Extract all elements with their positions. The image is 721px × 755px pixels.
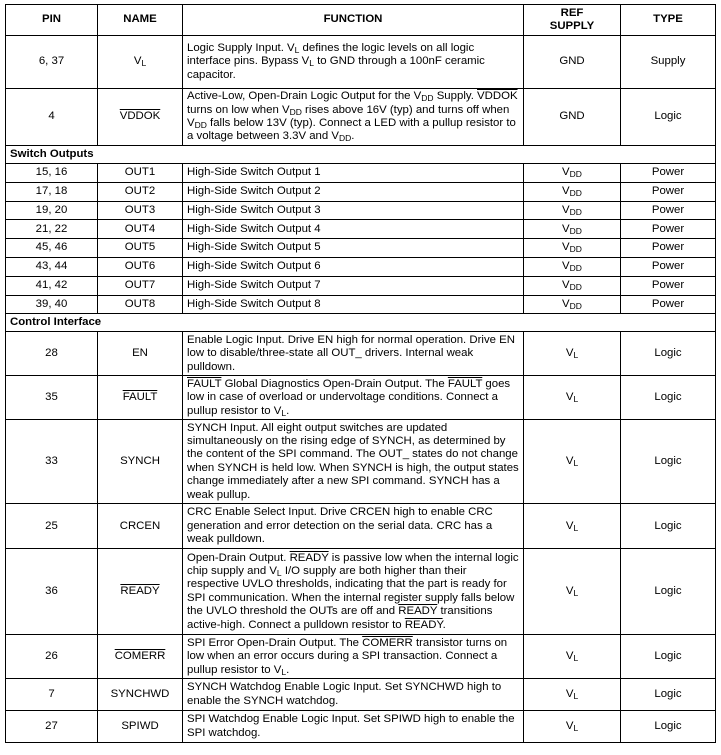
function-cell: SYNCH Input. All eight output switches are updated simultaneously on the rising edge of SYNCH, as determined by the content of the SPI command. The OUT_ states do not change when SYNCH is held low. When SYNCH is high, the output states change immediately after a new SPI command. SYNCH has a weak pullup. — [183, 420, 524, 504]
text: Active-Low, Open-Drain Logic Output for the V — [187, 90, 422, 103]
ref-cell — [524, 257, 621, 276]
ref-cell — [524, 201, 621, 220]
type-cell: Power — [621, 239, 716, 258]
ref-cell — [524, 679, 621, 711]
switch-outputs-body — [6, 164, 716, 314]
name-cell: OUT3 — [98, 201, 183, 220]
pin-cell: 17, 18 — [6, 182, 98, 201]
name-cell: OUT8 — [98, 295, 183, 314]
function-cell: CRC Enable Select Input. Drive CRCEN high to enable CRC generation and error detection on the serial data. CRC has a weak pulldown. — [183, 504, 524, 549]
header-ref-supply — [524, 5, 621, 36]
type-cell: Power — [621, 182, 716, 201]
function-cell: High-Side Switch Output 6 — [183, 257, 524, 276]
table-row-comerr — [6, 635, 716, 679]
ref-subscript: L — [573, 723, 579, 734]
name-base: V — [133, 55, 142, 68]
table-row — [6, 257, 716, 276]
type-cell: Logic — [621, 332, 716, 376]
subscript: L — [281, 666, 287, 677]
function-cell: SYNCH Watchdog Enable Logic Input. Set SYNCHWD high to enable the SYNCH watchdog. — [183, 679, 524, 711]
pin-cell: 36 — [6, 549, 98, 635]
name-cell — [98, 376, 183, 420]
name-cell: CRCEN — [98, 504, 183, 549]
ref-cell — [524, 332, 621, 376]
function-cell — [183, 376, 524, 420]
subscript: L — [276, 568, 282, 579]
table-row — [6, 220, 716, 239]
function-cell — [183, 549, 524, 635]
name-cell: OUT7 — [98, 276, 183, 295]
table-row-synch — [6, 420, 716, 504]
subscript: DD — [194, 120, 207, 130]
table-row — [6, 276, 716, 295]
table-header-row — [6, 5, 716, 36]
name-cell: EN — [98, 332, 183, 376]
ref-subscript: DD — [569, 169, 582, 180]
ref-subscript: L — [573, 653, 579, 664]
ref-base: V — [565, 391, 574, 404]
ref-cell — [524, 635, 621, 679]
text: Open-Drain Output. — [187, 551, 290, 564]
table-row-en — [6, 332, 716, 376]
function-cell: High-Side Switch Output 2 — [183, 182, 524, 201]
table-row — [6, 239, 716, 258]
name-cell: OUT6 — [98, 257, 183, 276]
ref-cell — [524, 182, 621, 201]
name-overlined: COMERR — [114, 650, 166, 663]
function-cell: High-Side Switch Output 4 — [183, 220, 524, 239]
text: . — [442, 618, 446, 631]
table-row-synchwd — [6, 679, 716, 711]
overlined-text: COMERR — [362, 636, 413, 649]
type-cell: Logic — [621, 89, 716, 146]
type-cell: Logic — [621, 376, 716, 420]
text: . — [351, 130, 355, 143]
text: Logic Supply Input. V — [187, 41, 295, 54]
ref-subscript: DD — [569, 281, 582, 292]
ref-base: V — [565, 455, 574, 468]
ref-subscript: DD — [569, 300, 582, 311]
name-cell — [98, 36, 183, 89]
header-type: TYPE — [621, 5, 716, 36]
pin-cell: 6, 37 — [6, 36, 98, 89]
subscript: L — [281, 407, 287, 418]
text: is passive low when the internal logic chip supply and V — [187, 551, 519, 578]
name-cell: SYNCHWD — [98, 679, 183, 711]
function-cell: SPI Watchdog Enable Logic Input. Set SPIWD high to enable the SPI watchdog. — [183, 711, 524, 743]
ref-cell — [524, 164, 621, 183]
ref-subscript: DD — [569, 244, 582, 255]
type-cell: Logic — [621, 420, 716, 504]
type-cell: Logic — [621, 549, 716, 635]
ref-base: V — [565, 347, 574, 360]
text: goes low in case of overload or undervoltage conditions. Connect a pullup resistor to V — [187, 377, 511, 417]
name-overlined: READY — [120, 585, 160, 598]
ref-base: V — [562, 260, 570, 273]
name-cell: OUT4 — [98, 220, 183, 239]
table-row — [6, 295, 716, 314]
ref-base: V — [562, 166, 570, 179]
pin-description-table — [5, 4, 716, 743]
table-row-crcen — [6, 504, 716, 549]
ref-base: V — [562, 278, 570, 291]
pin-cell: 15, 16 — [6, 164, 98, 183]
table-row — [6, 182, 716, 201]
ref-cell — [524, 504, 621, 549]
ref-subscript: DD — [569, 225, 582, 236]
function-cell — [183, 36, 524, 89]
overlined-text: FAULT — [447, 377, 483, 390]
section-title: Control Interface — [6, 314, 716, 332]
function-cell — [183, 89, 524, 146]
subscript: L — [309, 58, 314, 69]
name-overlined: VDDOK — [119, 110, 161, 123]
ref-cell — [524, 376, 621, 420]
ref-cell — [524, 295, 621, 314]
type-cell: Supply — [621, 36, 716, 89]
pin-cell: 19, 20 — [6, 201, 98, 220]
function-cell: Enable Logic Input. Drive EN high for normal operation. Drive EN low to disable/three-state all OUT_ drivers. Internal weak pulldown. — [183, 332, 524, 376]
text: Supply. — [433, 90, 478, 103]
pin-cell: 4 — [6, 89, 98, 146]
ref-cell: GND — [524, 89, 621, 146]
section-control-interface — [6, 314, 716, 332]
ref-subscript: L — [573, 522, 579, 533]
pin-cell: 26 — [6, 635, 98, 679]
name-cell — [98, 635, 183, 679]
type-cell: Power — [621, 201, 716, 220]
ref-cell — [524, 276, 621, 295]
subscript: DD — [339, 133, 352, 144]
function-cell: High-Side Switch Output 5 — [183, 239, 524, 258]
section-title: Switch Outputs — [6, 146, 716, 164]
ref-cell — [524, 220, 621, 239]
header-pin: PIN — [6, 5, 98, 36]
ref-cell — [524, 239, 621, 258]
function-cell: High-Side Switch Output 3 — [183, 201, 524, 220]
table-row — [6, 201, 716, 220]
table-row-spiwd — [6, 711, 716, 743]
text: rises above 16V (typ) and turns off when V — [187, 103, 510, 129]
table-row — [6, 164, 716, 183]
type-cell: Logic — [621, 635, 716, 679]
type-cell: Logic — [621, 679, 716, 711]
name-cell: SPIWD — [98, 711, 183, 743]
pin-cell: 35 — [6, 376, 98, 420]
overlined-text: FAULT — [187, 377, 222, 390]
ref-base: V — [565, 688, 574, 701]
name-cell: OUT1 — [98, 164, 183, 183]
type-cell: Power — [621, 164, 716, 183]
name-cell: OUT5 — [98, 239, 183, 258]
subscript: L — [294, 44, 300, 55]
header-name: NAME — [98, 5, 183, 36]
ref-base: V — [565, 519, 574, 532]
table-row-ready — [6, 549, 716, 635]
ref-subscript: L — [573, 588, 579, 599]
pin-cell: 45, 46 — [6, 239, 98, 258]
ref-subscript: DD — [569, 263, 582, 274]
pin-cell: 21, 22 — [6, 220, 98, 239]
pin-cell: 27 — [6, 711, 98, 743]
function-cell: High-Side Switch Output 7 — [183, 276, 524, 295]
overlined-text: READY — [289, 551, 329, 564]
pin-cell: 43, 44 — [6, 257, 98, 276]
pin-cell: 41, 42 — [6, 276, 98, 295]
header-ref-line2: SUPPLY — [549, 20, 595, 32]
ref-base: V — [562, 297, 570, 310]
ref-base: V — [565, 585, 574, 598]
ref-cell — [524, 549, 621, 635]
ref-subscript: DD — [569, 206, 582, 217]
text: . — [286, 404, 290, 417]
section-switch-outputs — [6, 146, 716, 164]
function-cell: High-Side Switch Output 8 — [183, 295, 524, 314]
pin-cell: 25 — [6, 504, 98, 549]
ref-base: V — [562, 241, 570, 254]
type-cell: Power — [621, 295, 716, 314]
ref-subscript: L — [573, 458, 579, 469]
ref-subscript: L — [573, 691, 579, 702]
name-cell — [98, 89, 183, 146]
ref-base: V — [562, 184, 570, 197]
function-cell: High-Side Switch Output 1 — [183, 164, 524, 183]
text: turns on low when V — [187, 103, 290, 116]
text: I/O supply are both higher than their respective UVLO thresholds, indicating that the part is ready for SPI communication. When the internal register supply falls below the UVLO threshold the OUTs are off and — [187, 565, 515, 618]
ref-subscript: L — [573, 394, 579, 405]
text: defines the logic levels on all logic interface pins. Bypass V — [187, 41, 475, 68]
type-cell: Logic — [621, 504, 716, 549]
text: . — [286, 663, 290, 676]
ref-subscript: L — [573, 350, 579, 361]
ref-cell — [524, 711, 621, 743]
subscript: DD — [289, 106, 302, 117]
text: Global Diagnostics Open-Drain Output. The — [221, 377, 448, 390]
pin-cell: 39, 40 — [6, 295, 98, 314]
pin-cell: 28 — [6, 332, 98, 376]
ref-base: V — [562, 222, 570, 235]
type-cell: Power — [621, 220, 716, 239]
type-cell: Power — [621, 276, 716, 295]
name-cell: SYNCH — [98, 420, 183, 504]
name-cell — [98, 549, 183, 635]
ref-base: V — [562, 203, 570, 216]
header-ref-line1: REF — [560, 6, 584, 19]
header-function: FUNCTION — [183, 5, 524, 36]
ref-subscript: DD — [569, 187, 582, 198]
text: to GND through a 100nF ceramic capacitor. — [187, 55, 485, 81]
ref-base: V — [565, 720, 574, 733]
ref-cell — [524, 420, 621, 504]
function-cell — [183, 635, 524, 679]
overlined-text: VDDOK — [477, 90, 518, 103]
table-row-vl — [6, 36, 716, 89]
table-row-vddok — [6, 89, 716, 146]
pin-cell: 33 — [6, 420, 98, 504]
text: transistor turns on low when an error occurs during a SPI transaction. Connect a pullup resistor to V — [187, 636, 508, 676]
pin-cell: 7 — [6, 679, 98, 711]
overlined-text: READY — [404, 618, 443, 631]
name-cell: OUT2 — [98, 182, 183, 201]
text: falls below 13V (typ). Connect a LED with a pullup resistor to a voltage between 3.3V and V — [187, 117, 516, 143]
type-cell: Logic — [621, 711, 716, 743]
name-overlined: FAULT — [122, 391, 158, 404]
subscript: DD — [421, 93, 434, 104]
text: transitions active-high. Connect a pulldown resistor to — [187, 605, 493, 631]
ref-base: V — [565, 650, 574, 663]
name-subscript: L — [141, 58, 147, 69]
type-cell: Power — [621, 257, 716, 276]
ref-cell: GND — [524, 36, 621, 89]
overlined-text: READY — [398, 605, 438, 618]
table-row-fault — [6, 376, 716, 420]
text: SPI Error Open-Drain Output. The — [187, 636, 363, 649]
